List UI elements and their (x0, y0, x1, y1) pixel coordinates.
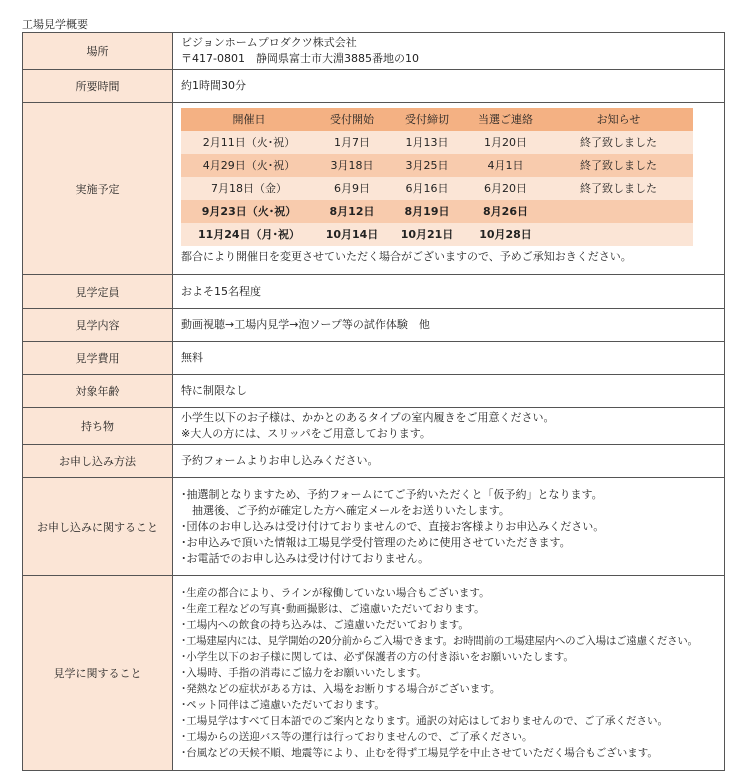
schedule-date: 4月29日（火･祝） (181, 154, 317, 177)
header-date: 開催日 (181, 108, 317, 131)
label-schedule: 実施予定 (23, 103, 173, 275)
schedule-info (544, 223, 693, 246)
row-content (23, 309, 725, 342)
schedule-start: 8月12日 (317, 200, 387, 223)
apply-note-line: ･お申込みで頂いた情報は工場見学受付管理のために使用させていただきます。 (181, 535, 571, 549)
schedule-header (181, 108, 693, 131)
row-fee (23, 342, 725, 375)
visit-note-line: ･入場時、手指の消毒にご協力をお願いいたします。 (181, 667, 427, 679)
schedule-notice: 1月20日 (467, 131, 544, 154)
value-content: 動画視聴→工場内見学→泡ソープ等の試作体験 他 (173, 309, 725, 342)
row-duration (23, 70, 725, 103)
schedule-end: 10月21日 (387, 223, 467, 246)
schedule-table (181, 108, 693, 246)
header-notice: 当選ご連絡 (467, 108, 544, 131)
row-apply-method (23, 445, 725, 478)
schedule-note: 都合により開催日を変更させていただく場合がございますので、予めご承知おきください。 (181, 250, 632, 263)
label-duration: 所要時間 (23, 70, 173, 103)
factory-tour-info-table (22, 32, 725, 771)
row-items (23, 408, 725, 445)
header-end: 受付締切 (387, 108, 467, 131)
schedule-row (181, 131, 693, 154)
visit-note-line: ･工場からの送迎バス等の運行は行っておりませんので、ご了承ください。 (181, 731, 533, 743)
schedule-date: 2月11日（火･祝） (181, 131, 317, 154)
schedule-date: 11月24日（月･祝） (181, 223, 317, 246)
schedule-notice: 4月1日 (467, 154, 544, 177)
items-line: 小学生以下のお子様は、かかとのあるタイプの室内履きをご用意ください。 (181, 411, 555, 424)
value-duration: 約1時間30分 (173, 70, 725, 103)
schedule-end: 1月13日 (387, 131, 467, 154)
schedule-row (181, 177, 693, 200)
page-title: 工場見学概要 (22, 18, 88, 31)
label-content: 見学内容 (23, 309, 173, 342)
label-capacity: 見学定員 (23, 275, 173, 309)
schedule-row (181, 154, 693, 177)
value-place (173, 33, 725, 70)
schedule-info: 終了致しました (544, 154, 693, 177)
visit-note-line: ･工場内への飲食の持ち込みは、ご遠慮いただいております。 (181, 619, 469, 631)
label-visit-notes: 見学に関すること (23, 576, 173, 771)
value-capacity: およそ15名程度 (173, 275, 725, 309)
visit-note-line: ･生産の都合により、ラインが稼働していない場合もございます。 (181, 587, 490, 599)
schedule-info: 終了致しました (544, 177, 693, 200)
place-address: 〒417-0801 静岡県富士市大淵3885番地の10 (181, 52, 419, 65)
apply-note-line: ･お電話でのお申し込みは受け付けておりません。 (181, 551, 430, 565)
value-fee: 無料 (173, 342, 725, 375)
schedule-date: 7月18日（金） (181, 177, 317, 200)
visit-note-line: ･小学生以下のお子様に関しては、必ず保護者の方の付き添いをお願いいたします。 (181, 651, 574, 663)
value-items (173, 408, 725, 445)
schedule-start: 6月9日 (317, 177, 387, 200)
value-schedule (173, 103, 725, 275)
schedule-end: 8月19日 (387, 200, 467, 223)
value-apply-notes (173, 478, 725, 576)
schedule-start: 3月18日 (317, 154, 387, 177)
schedule-end: 3月25日 (387, 154, 467, 177)
schedule-row (181, 200, 693, 223)
label-fee: 見学費用 (23, 342, 173, 375)
visit-note-line: ･台風などの天候不順、地震等により、止むを得ず工場見学を中止させていただく場合もございます。 (181, 747, 658, 759)
apply-note-line: ･抽選制となりますため、予約フォームにてご予約いただくと「仮予約」となります。 (181, 487, 603, 501)
row-capacity (23, 275, 725, 309)
schedule-date: 9月23日（火･祝） (181, 200, 317, 223)
row-age (23, 375, 725, 408)
items-line: ※大人の方には、スリッパをご用意しております。 (181, 427, 431, 440)
row-apply-notes (23, 478, 725, 576)
visit-note-line: ･ペット同伴はご遠慮いただいております。 (181, 699, 385, 711)
label-age: 対象年齢 (23, 375, 173, 408)
value-visit-notes (173, 576, 725, 771)
schedule-start: 1月7日 (317, 131, 387, 154)
label-place: 場所 (23, 33, 173, 70)
schedule-info (544, 200, 693, 223)
schedule-notice: 8月26日 (467, 200, 544, 223)
label-items: 持ち物 (23, 408, 173, 445)
apply-note-line: 抽選後、ご予約が確定した方へ確定メールをお送りいたします。 (181, 503, 510, 517)
visit-note-line: ･生産工程などの写真･動画撮影は、ご遠慮いただいております。 (181, 603, 485, 615)
visit-note-line: ･工場建屋内には、見学開始の20分前からご入場できます。お時間前の工場建屋内へのご入場はご遠慮ください。 (181, 635, 698, 647)
place-company: ビジョンホームプロダクツ株式会社 (181, 36, 357, 49)
header-start: 受付開始 (317, 108, 387, 131)
row-schedule (23, 103, 725, 275)
visit-note-line: ･工場見学はすべて日本語でのご案内となります。通訳の対応はしておりませんので、ご了承ください。 (181, 715, 668, 727)
header-info: お知らせ (544, 108, 693, 131)
row-visit-notes (23, 576, 725, 771)
visit-note-line: ･発熱などの症状がある方は、入場をお断りする場合がございます。 (181, 683, 501, 695)
label-apply-method: お申し込み方法 (23, 445, 173, 478)
label-apply-notes: お申し込みに関すること (23, 478, 173, 576)
apply-note-line: ･団体のお申し込みは受け付けておりませんので、直接お客様よりお申込みください。 (181, 519, 605, 533)
schedule-info: 終了致しました (544, 131, 693, 154)
row-place (23, 33, 725, 70)
schedule-start: 10月14日 (317, 223, 387, 246)
schedule-notice: 10月28日 (467, 223, 544, 246)
schedule-end: 6月16日 (387, 177, 467, 200)
value-apply-method: 予約フォームよりお申し込みください。 (173, 445, 725, 478)
value-age: 特に制限なし (173, 375, 725, 408)
schedule-notice: 6月20日 (467, 177, 544, 200)
schedule-row (181, 223, 693, 246)
